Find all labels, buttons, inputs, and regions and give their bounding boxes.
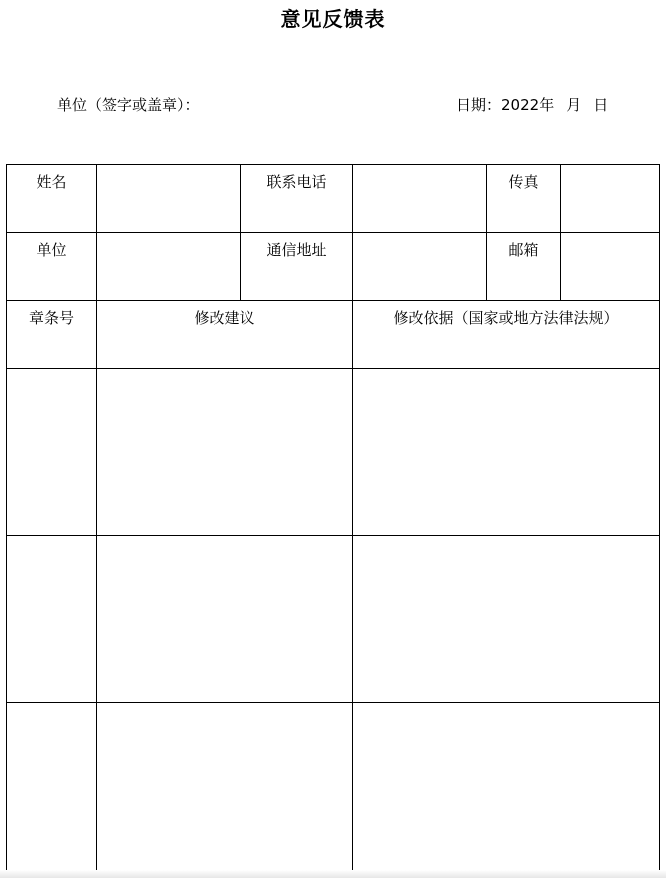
suggestion-cell[interactable] (97, 536, 353, 703)
phone-field[interactable] (353, 165, 487, 233)
date-line (456, 94, 608, 115)
unit-label: 单位 (7, 233, 97, 301)
date-year: 2022年 (501, 96, 555, 114)
clause-number-cell[interactable] (7, 703, 97, 873)
basis-cell[interactable] (353, 369, 660, 536)
date-month: 月 (566, 96, 582, 114)
table-row (7, 536, 660, 703)
page-title: 意见反馈表 (280, 7, 386, 31)
name-field[interactable] (97, 165, 241, 233)
phone-label: 联系电话 (241, 165, 353, 233)
basis-header: 修改依据（国家或地方法律法规） (353, 301, 660, 369)
fax-field[interactable] (561, 165, 660, 233)
date-label: 日期： (456, 96, 502, 114)
clause-number-cell[interactable] (7, 536, 97, 703)
feedback-table (6, 164, 660, 873)
address-field[interactable] (353, 233, 487, 301)
email-label: 邮箱 (487, 233, 561, 301)
basis-cell[interactable] (353, 536, 660, 703)
table-row (7, 703, 660, 873)
address-label: 通信地址 (241, 233, 353, 301)
table-row (7, 369, 660, 536)
table-row-contact (7, 165, 660, 233)
table-row-headers (7, 301, 660, 369)
basis-cell[interactable] (353, 703, 660, 873)
suggestion-header: 修改建议 (97, 301, 353, 369)
suggestion-cell[interactable] (97, 369, 353, 536)
date-day: 日 (593, 96, 609, 114)
fax-label: 传真 (487, 165, 561, 233)
name-label: 姓名 (7, 165, 97, 233)
page-bottom-edge (0, 870, 666, 878)
unit-signature-label: 单位（签字或盖章）： (57, 96, 200, 114)
email-field[interactable] (561, 233, 660, 301)
unit-field[interactable] (97, 233, 241, 301)
suggestion-cell[interactable] (97, 703, 353, 873)
table-row-organization (7, 233, 660, 301)
clause-number-cell[interactable] (7, 369, 97, 536)
clause-number-header: 章条号 (7, 301, 97, 369)
